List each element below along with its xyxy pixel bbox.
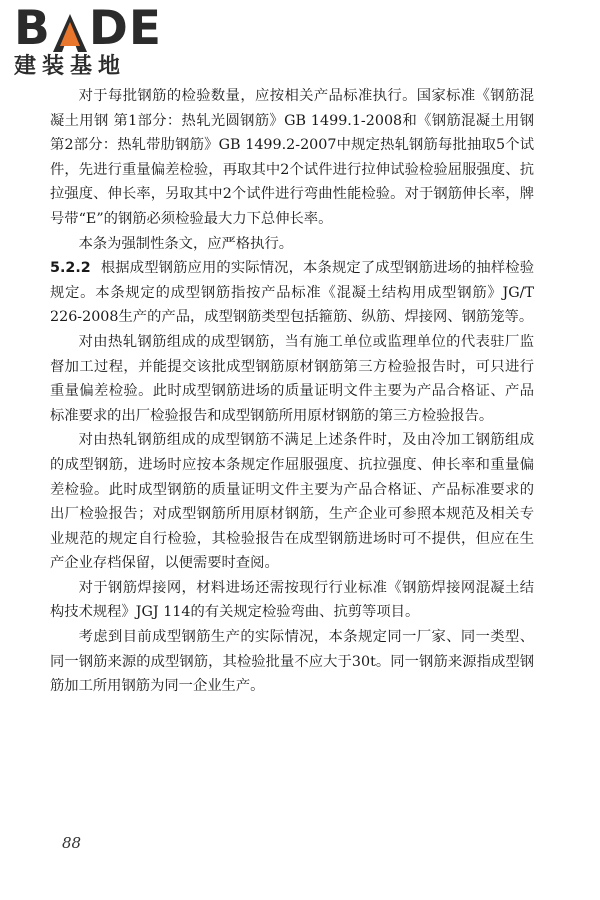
paragraph-2: 本条为强制性条文，应严格执行。 [78, 235, 294, 252]
watermark-logo [14, 1, 184, 80]
paragraph-5: 对由热轧钢筋组成的成型钢筋不满足上述条件时，及由冷加工钢筋组成的成型钢筋，进场时应按本条规定作屈服强度、抗拉强度、伸长率和重量偏差检验。此时成型钢筋的质量证明文件主要为产品合格证、产品标准要求的出厂检验报告；对成型钢筋所用原材钢筋，生产企业可参照本规范及相关专业规范的规定自行检验，其检验报告在成型钢筋进场时可不提供，但应在生产企业存档保留，以便需要时查阅。 [50, 432, 534, 572]
paragraph-6: 对于钢筋焊接网，材料进场还需按现行行业标准《钢筋焊接网混凝土结构技术规程》JGJ 114的有关规定检验弯曲、抗剪等项目。 [50, 579, 534, 621]
clause-number: 5.2.2 [50, 260, 91, 277]
paragraph-1: 对于每批钢筋的检验数量，应按相关产品标准执行。国家标准《钢筋混凝土用钢 第1部分：热轧光圆钢筋》GB 1499.1-2008和《钢筋混凝土用钢 第2部分：热轧带肋钢筋》GB 1499.2-2007中规定热轧钢筋每批抽取5个试件，先进行重量偏差检验，再取其中2个试件进行拉伸试验检验屈服强度、抗拉强度、伸长率，另取其中2个试件进行弯曲性能检验。对于钢筋伸长率，牌号带“E”的钢筋必须检验最大力下总伸长率。 [50, 88, 534, 227]
document-body [50, 84, 534, 699]
logo-letters-de: DE [88, 1, 162, 56]
paragraph-4: 对由热轧钢筋组成的成型钢筋，当有施工单位或监理单位的代表驻厂监督加工过程，并能提交该批成型钢筋原材钢筋第三方检验报告时，可只进行重量偏差检验。此时成型钢筋进场的质量证明文件主要为产品合格证、产品标准要求的出厂检验报告和成型钢筋所用原材钢筋的第三方检验报告。 [50, 333, 534, 424]
clause-text: 根据成型钢筋应用的实际情况，本条规定了成型钢筋进场的抽样检验规定。本条规定的成型钢筋指按产品标准《混凝土结构用成型钢筋》JG/T 226-2008生产的产品，成型钢筋类型包括箍筋、纵筋、焊接网、钢筋笼等。 [50, 260, 534, 326]
logo-letter-b: B [14, 1, 51, 56]
paragraph-7: 考虑到目前成型钢筋生产的实际情况，本条规定同一厂家、同一类型、同一钢筋来源的成型钢筋，其检验批量不应大于30t。同一钢筋来源指成型钢筋加工所用钢筋为同一企业生产。 [50, 629, 534, 695]
page-number: 88 [62, 834, 82, 852]
logo-subtitle: 建装基地 [14, 54, 127, 79]
clause-5-2-2 [50, 256, 534, 330]
logo-wordmark [14, 1, 184, 56]
logo-a-mark [53, 14, 87, 52]
